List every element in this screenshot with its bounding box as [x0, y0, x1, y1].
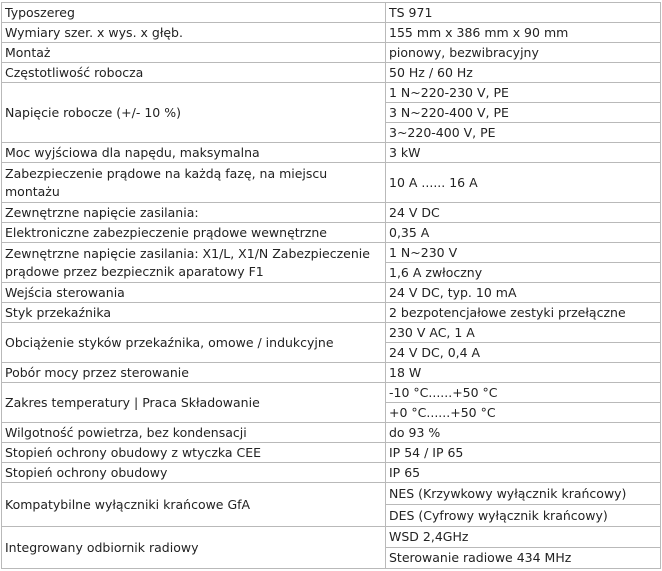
spec-label: Elektroniczne zabezpieczenie prądowe wewnętrzne: [2, 223, 386, 243]
spec-value: IP 65: [386, 463, 661, 483]
spec-label: Zewnętrzne napięcie zasilania:: [2, 203, 386, 223]
table-row: [2, 443, 661, 463]
table-row: [2, 303, 661, 323]
spec-label: Montaż: [2, 43, 386, 63]
table-row: [2, 163, 661, 203]
spec-label: Zakres temperatury | Praca Składowanie: [2, 383, 386, 423]
spec-value: do 93 %: [386, 423, 661, 443]
spec-table: [1, 2, 661, 569]
spec-label: Styk przekaźnika: [2, 303, 386, 323]
table-row: [2, 203, 661, 223]
table-row: [2, 463, 661, 483]
spec-value: WSD 2,4GHz: [386, 527, 661, 548]
table-row: [2, 223, 661, 243]
spec-value: 24 V DC, typ. 10 mA: [386, 283, 661, 303]
table-row: [2, 383, 661, 403]
spec-value: 3~220-400 V, PE: [386, 123, 661, 143]
table-row: [2, 243, 661, 263]
table-row: [2, 63, 661, 83]
table-row: [2, 483, 661, 505]
spec-value: Sterowanie radiowe 434 MHz: [386, 548, 661, 569]
spec-label: Stopień ochrony obudowy z wtyczka CEE: [2, 443, 386, 463]
spec-label: Typoszereg: [2, 3, 386, 23]
spec-value: NES (Krzywkowy wyłącznik krańcowy): [386, 483, 661, 505]
spec-label: Zewnętrzne napięcie zasilania: X1/L, X1/N Zabezpieczenie prądowe przez bezpiecznik aparatowy F1: [2, 243, 386, 283]
spec-value: 3 kW: [386, 143, 661, 163]
spec-value: 10 A ...... 16 A: [386, 163, 661, 203]
spec-label: Pobór mocy przez sterowanie: [2, 363, 386, 383]
table-row: [2, 527, 661, 548]
spec-label: Kompatybilne wyłączniki krańcowe GfA: [2, 483, 386, 527]
spec-value: TS 971: [386, 3, 661, 23]
table-row: [2, 323, 661, 343]
spec-value: 3 N~220-400 V, PE: [386, 103, 661, 123]
spec-value: 1,6 A zwłoczny: [386, 263, 661, 283]
spec-label: Wymiary szer. x wys. x głęb.: [2, 23, 386, 43]
spec-value: 2 bezpotencjałowe zestyki przełączne: [386, 303, 661, 323]
table-row: [2, 363, 661, 383]
spec-label: Integrowany odbiornik radiowy: [2, 527, 386, 569]
spec-value: -10 °C......+50 °C: [386, 383, 661, 403]
spec-value: DES (Cyfrowy wyłącznik krańcowy): [386, 505, 661, 527]
spec-label: Obciążenie styków przekaźnika, omowe / indukcyjne: [2, 323, 386, 363]
spec-value: 155 mm x 386 mm x 90 mm: [386, 23, 661, 43]
spec-label: Stopień ochrony obudowy: [2, 463, 386, 483]
spec-label: Częstotliwość robocza: [2, 63, 386, 83]
spec-table-body: [2, 3, 661, 569]
table-row: [2, 143, 661, 163]
spec-value: 24 V DC, 0,4 A: [386, 343, 661, 363]
table-row: [2, 423, 661, 443]
spec-value: 230 V AC, 1 A: [386, 323, 661, 343]
table-row: [2, 283, 661, 303]
spec-value: 18 W: [386, 363, 661, 383]
spec-value: 24 V DC: [386, 203, 661, 223]
spec-label: Wejścia sterowania: [2, 283, 386, 303]
spec-value: 0,35 A: [386, 223, 661, 243]
spec-value: IP 54 / IP 65: [386, 443, 661, 463]
spec-value: 1 N~230 V: [386, 243, 661, 263]
table-row: [2, 83, 661, 103]
table-row: [2, 43, 661, 63]
spec-value: 50 Hz / 60 Hz: [386, 63, 661, 83]
table-row: [2, 23, 661, 43]
spec-label: Napięcie robocze (+/- 10 %): [2, 83, 386, 143]
spec-value: +0 °C......+50 °C: [386, 403, 661, 423]
spec-value: 1 N~220-230 V, PE: [386, 83, 661, 103]
table-row: [2, 3, 661, 23]
spec-value: pionowy, bezwibracyjny: [386, 43, 661, 63]
spec-label: Wilgotność powietrza, bez kondensacji: [2, 423, 386, 443]
spec-label: Moc wyjściowa dla napędu, maksymalna: [2, 143, 386, 163]
spec-label: Zabezpieczenie prądowe na każdą fazę, na miejscu montażu: [2, 163, 386, 203]
